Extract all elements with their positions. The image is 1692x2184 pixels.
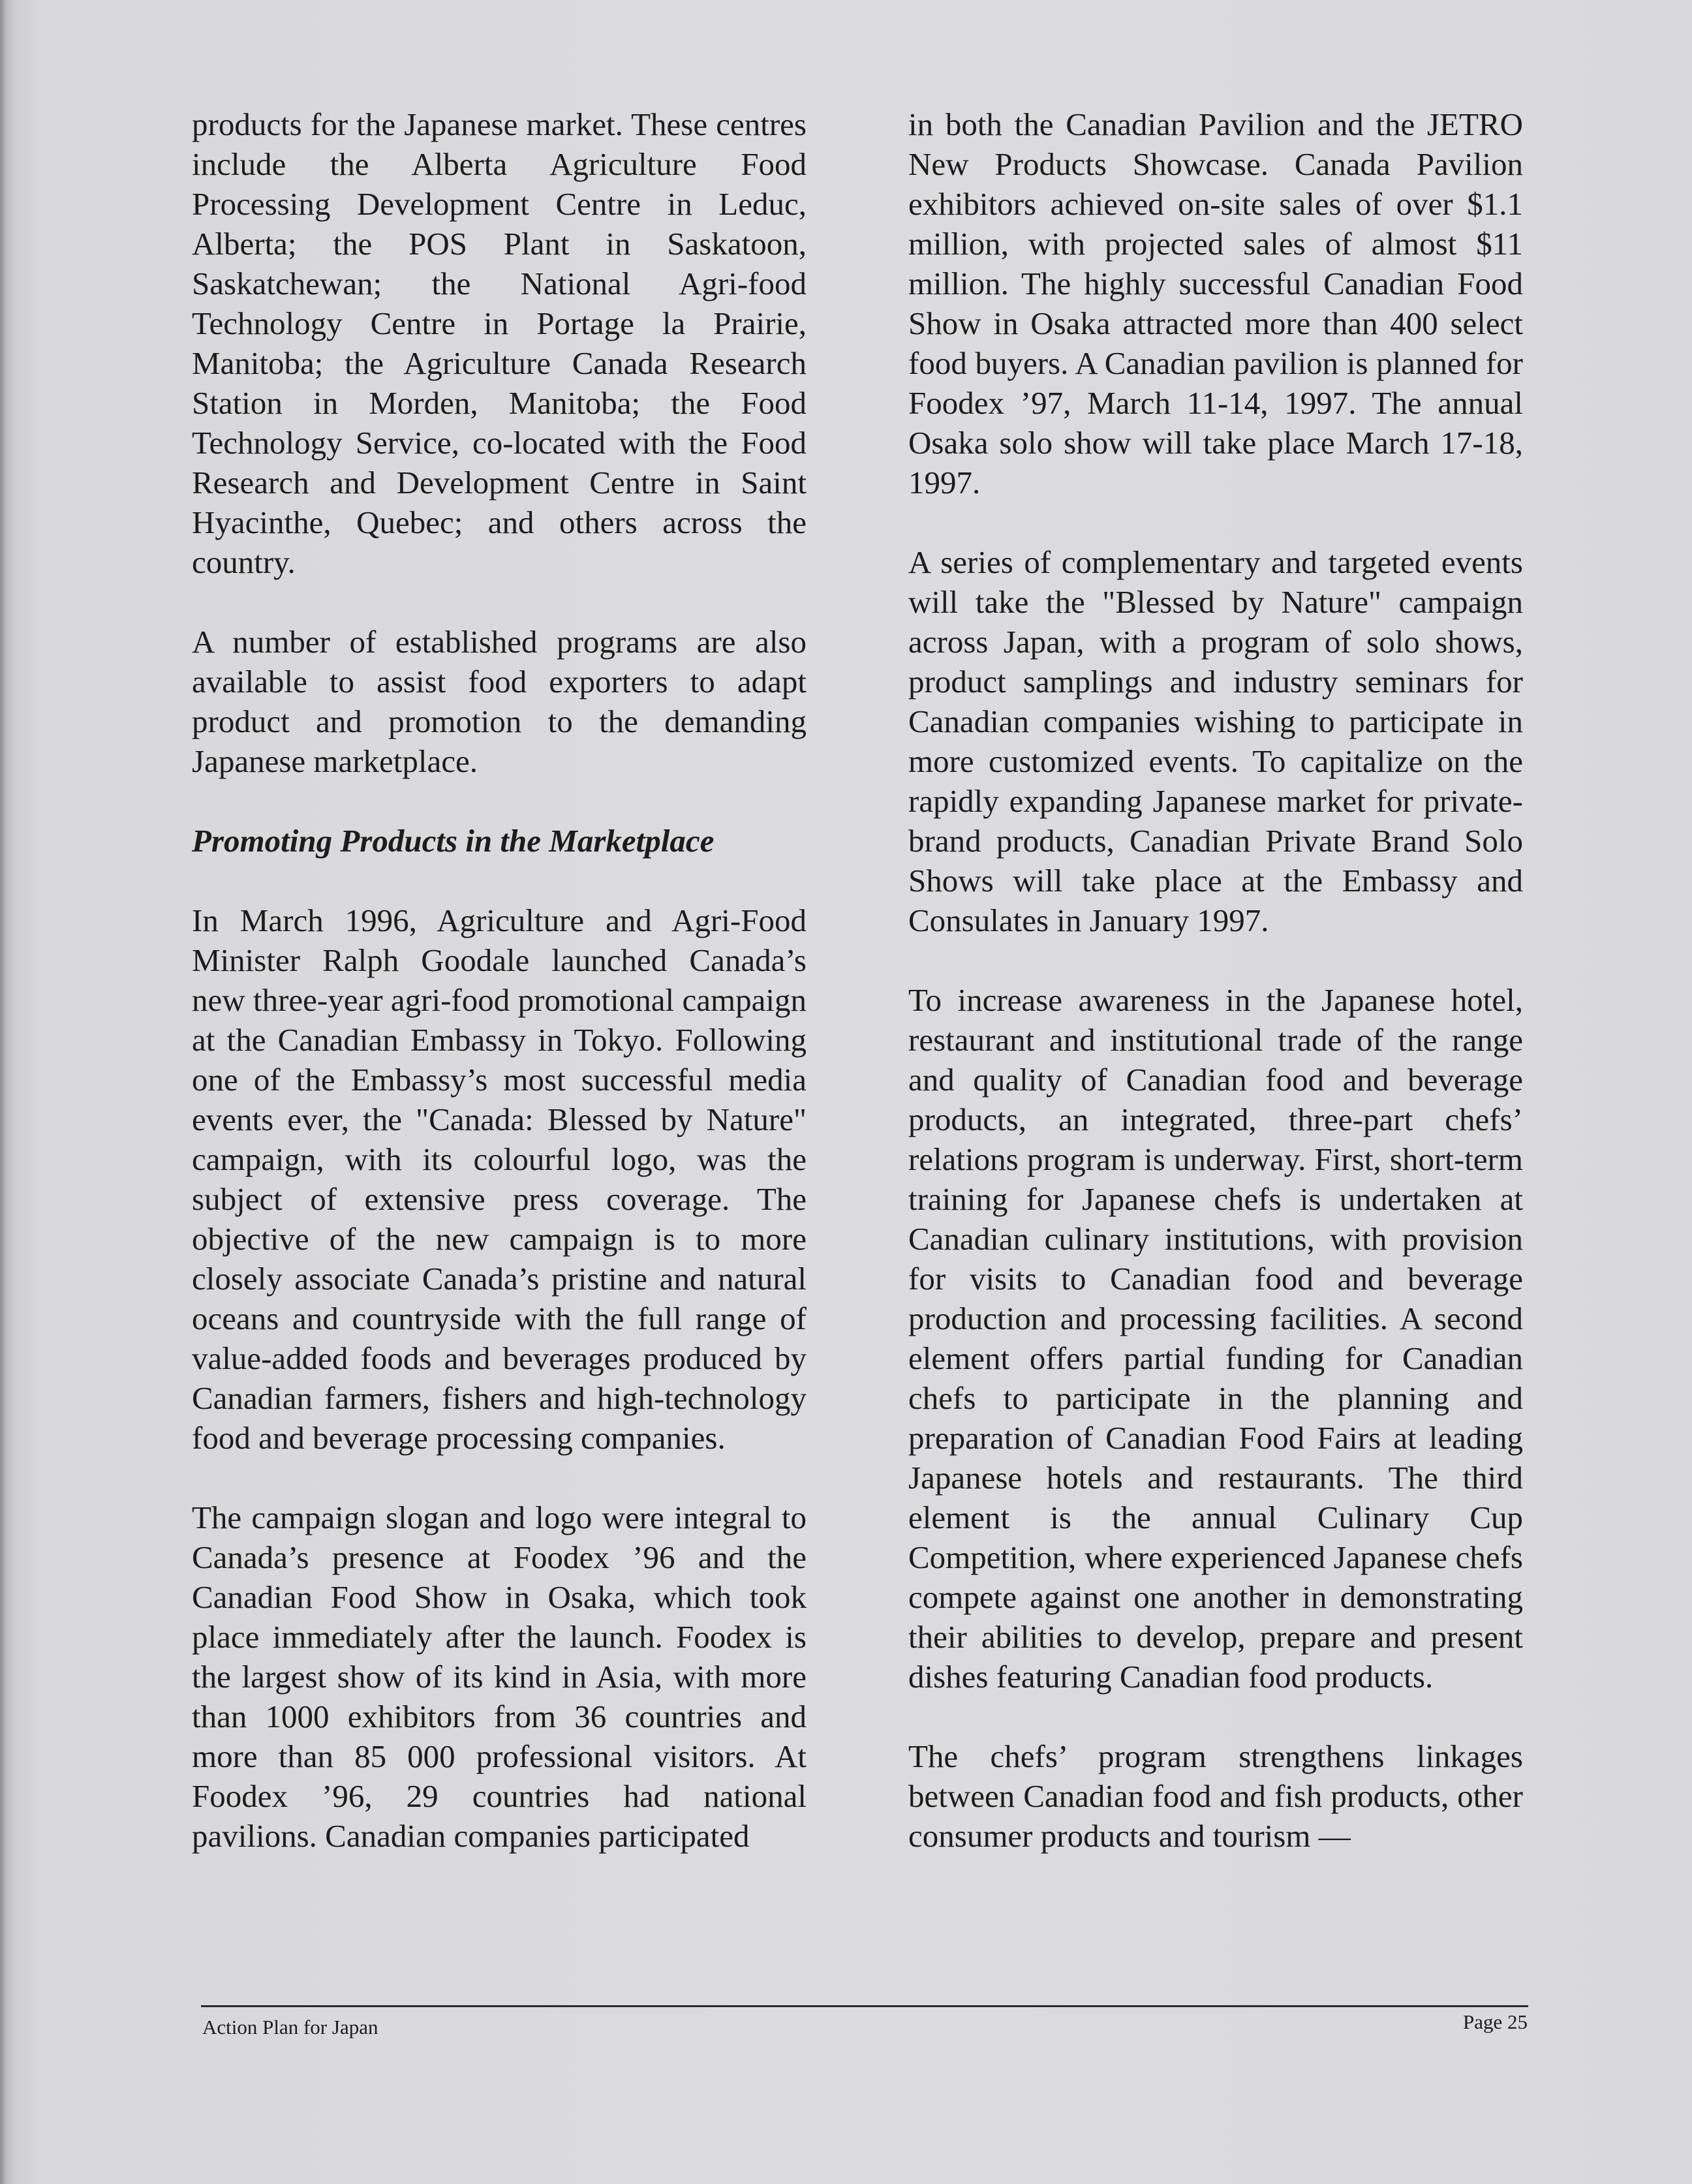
- paragraph: in both the Canadian Pavilion and the JETRO New Products Showcase. Canada Pavilion exhibitors achieved on-site sales of over $1.1 million, with projected sales of almost $11 million. The highly successful Canadian Food Show in Osaka attracted more than 400 select food buyers. A Canadian pavilion is planned for Foodex ’97, March 11-14, 1997. The annual Osaka solo show will take place March 17-18, 1997.: [908, 106, 1523, 500]
- footer-page-number: Page 25: [1462, 2010, 1528, 2033]
- paragraph: products for the Japanese market. These centres include the Alberta Agriculture Food Processing Development Centre in Leduc, Alberta; the POS Plant in Saskatoon, Saskatchewan; the National Agri-food Technology Centre in Portage la Prairie, Manitoba; the Agriculture Canada Research Station in Morden, Manitoba; the Food Technology Service, co-located with the Food Research and Development Centre in Saint Hyacinthe, Quebec; and others across the country.: [192, 106, 807, 580]
- paragraph: The campaign slogan and logo were integral to Canada’s presence at Foodex ’96 and the Canadian Food Show in Osaka, which took place immediately after the launch. Foodex is the largest show of its kind in Asia, with more than 1000 exhibitors from 36 countries and more than 85 000 professional visitors. At Foodex ’96, 29 countries had national pavilions. Canadian companies participated: [192, 1500, 807, 1854]
- footer-divider: [201, 2005, 1528, 2007]
- paragraph: A number of established programs are also available to assist food exporters to adapt product and promotion to the demanding Japanese marketplace.: [192, 624, 807, 779]
- paragraph: In March 1996, Agriculture and Agri-Food Minister Ralph Goodale launched Canada’s new three-year agri-food promotional campaign at the Canadian Embassy in Tokyo. Following one of the Embassy’s most successful media events ever, the "Canada: Blessed by Nature" campaign, with its colourful logo, was the subject of extensive press coverage. The objective of the new campaign is to more closely associate Canada’s pristine and natural oceans and countryside with the full range of value-added foods and beverages produced by Canadian farmers, fishers and high-technology food and beverage processing companies.: [192, 902, 807, 1456]
- section-heading: Promoting Products in the Marketplace: [192, 823, 715, 859]
- right-column: [908, 104, 1523, 1896]
- paragraph: To increase awareness in the Japanese hotel, restaurant and institutional trade of the range and quality of Canadian food and beverage products, an integrated, three-part chefs’ relations program is underway. First, short-term training for Japanese chefs is undertaken at Canadian culinary institutions, with provision for visits to Canadian food and beverage production and processing facilities. A second element offers partial funding for Canadian chefs to participate in the planning and preparation of Canadian Food Fairs at leading Japanese hotels and restaurants. The third element is the annual Culinary Cup Competition, where experienced Japanese chefs compete against one another in demonstrating their abilities to develop, prepare and present dishes featuring Canadian food products.: [908, 982, 1523, 1695]
- left-column: [192, 104, 807, 1896]
- footer-document-title: Action Plan for Japan: [202, 2016, 378, 2038]
- paragraph: The chefs’ program strengthens linkages between Canadian food and fish products, other consumer products and tourism —: [908, 1738, 1523, 1854]
- paragraph: A series of complementary and targeted events will take the "Blessed by Nature" campaign across Japan, with a program of solo shows, product samplings and industry seminars for Canadian companies wishing to participate in more customized events. To capitalize on the rapidly expanding Japanese market for private-brand products, Canadian Private Brand Solo Shows will take place at the Embassy and Consulates in January 1997.: [908, 544, 1523, 938]
